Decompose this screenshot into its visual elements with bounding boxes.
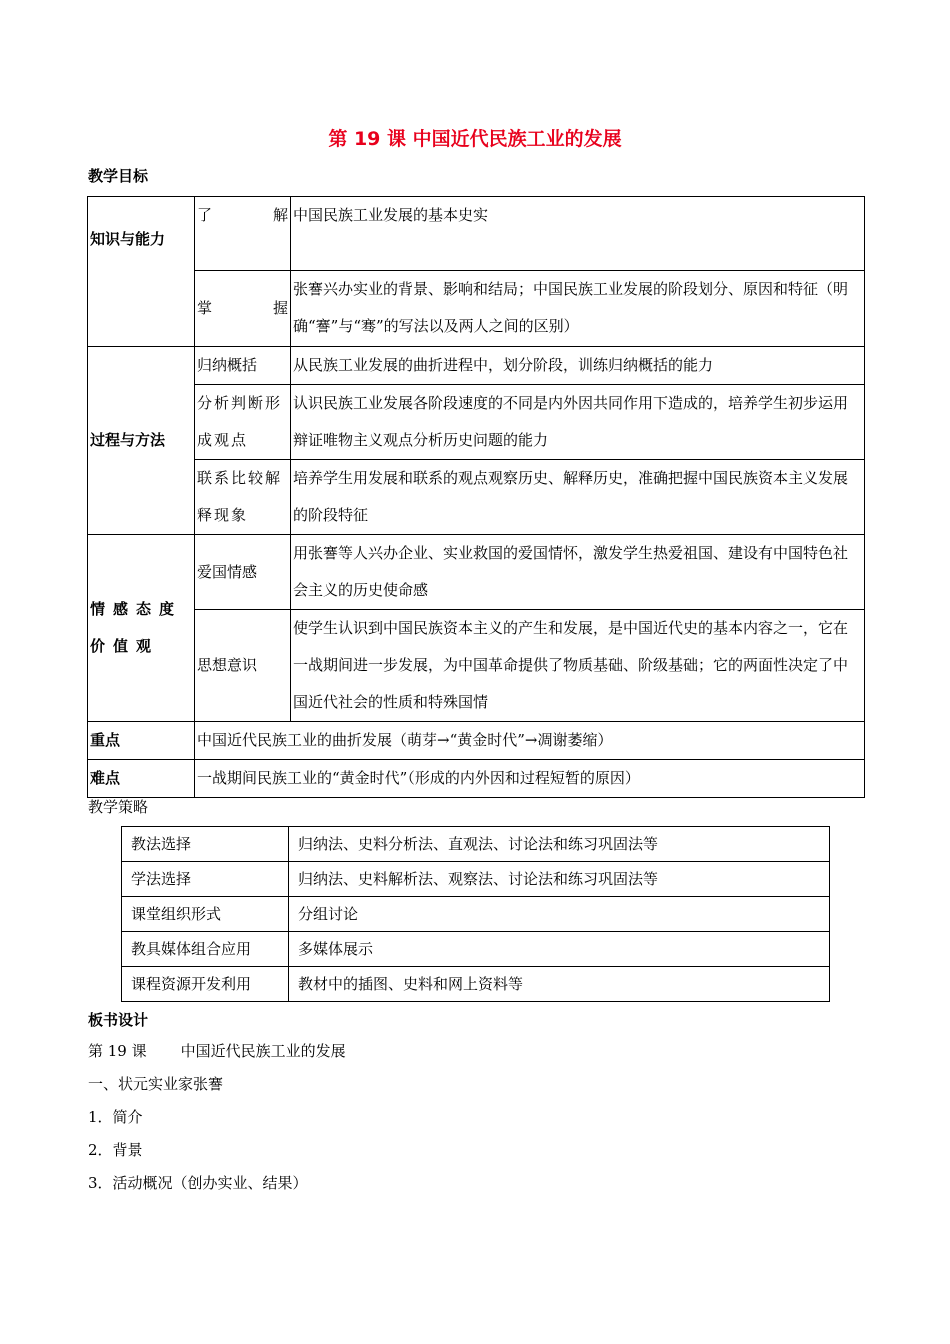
strategy-label: 课程资源开发利用: [122, 967, 289, 1002]
strategy-row: [122, 932, 830, 967]
knowledge-sub-2: 掌握: [195, 271, 291, 347]
strategy-row: [122, 862, 830, 897]
process-label: 过程与方法: [88, 347, 195, 535]
objectives-row-difficult: [88, 760, 865, 798]
board-lesson-number: 第 19 课: [88, 1042, 147, 1060]
strategy-row: [122, 827, 830, 862]
page-title: 第 19 课 中国近代民族工业的发展: [328, 128, 622, 150]
strategy-heading: 教学策略: [88, 798, 149, 816]
objectives-row-process-3: [88, 460, 865, 535]
strategy-label: 课堂组织形式: [122, 897, 289, 932]
strategy-table: [121, 826, 830, 1002]
objectives-row-process-1: [88, 347, 865, 385]
difficult-point-label: 难点: [88, 760, 195, 798]
board-lesson-line: [88, 1041, 346, 1061]
strategy-label: 教具媒体组合应用: [122, 932, 289, 967]
emotion-label: 情感态度价值观: [88, 535, 195, 722]
strategy-value: 教材中的插图、史料和网上资料等: [289, 967, 830, 1002]
board-section-1: 一、状元实业家张謇: [88, 1075, 224, 1093]
strategy-value: 多媒体展示: [289, 932, 830, 967]
knowledge-text-2: 张謇兴办实业的背景、影响和结局；中国民族工业发展的阶段划分、原因和特征（明确“謇”与“骞”的写法以及两人之间的区别）: [291, 271, 865, 347]
objectives-table: [87, 196, 865, 798]
knowledge-sub-1: 了解: [195, 197, 291, 271]
process-sub-1: 归纳概括: [195, 347, 291, 385]
objectives-row-knowledge-2: [88, 271, 865, 347]
objectives-row-process-2: [88, 385, 865, 460]
board-item-1: 1．简介: [88, 1108, 143, 1126]
strategy-value: 归纳法、史料分析法、直观法、讨论法和练习巩固法等: [289, 827, 830, 862]
emotion-text-2: 使学生认识到中国民族资本主义的产生和发展，是中国近代史的基本内容之一，它在一战期间进一步发展，为中国革命提供了物质基础、阶级基础；它的两面性决定了中国近代社会的性质和特殊国情: [291, 610, 865, 722]
key-point-label: 重点: [88, 722, 195, 760]
process-sub-2: 分析判断形成观点: [195, 385, 291, 460]
emotion-text-1: 用张謇等人兴办企业、实业救国的爱国情怀，激发学生热爱祖国、建设有中国特色社会主义的历史使命感: [291, 535, 865, 610]
emotion-sub-1: 爱国情感: [195, 535, 291, 610]
board-item-2: 2．背景: [88, 1141, 143, 1159]
board-lesson-title: 中国近代民族工业的发展: [180, 1042, 346, 1060]
process-text-1: 从民族工业发展的曲折进程中，划分阶段，训练归纳概括的能力: [291, 347, 865, 385]
objectives-heading: 教学目标: [88, 167, 149, 185]
strategy-value: 归纳法、史料解析法、观察法、讨论法和练习巩固法等: [289, 862, 830, 897]
knowledge-text-1: 中国民族工业发展的基本史实: [291, 197, 865, 271]
process-text-3: 培养学生用发展和联系的观点观察历史、解释历史，准确把握中国民族资本主义发展的阶段特征: [291, 460, 865, 535]
process-sub-3: 联系比较解释现象: [195, 460, 291, 535]
strategy-row: [122, 897, 830, 932]
strategy-label: 教法选择: [122, 827, 289, 862]
objectives-row-key: [88, 722, 865, 760]
strategy-label: 学法选择: [122, 862, 289, 897]
difficult-point-text: 一战期间民族工业的“黄金时代”（形成的内外因和过程短暂的原因）: [195, 760, 865, 798]
strategy-row: [122, 967, 830, 1002]
objectives-row-knowledge-1: [88, 197, 865, 271]
board-item-3: 3．活动概况（创办实业、结果）: [88, 1174, 308, 1192]
objectives-row-emotion-1: [88, 535, 865, 610]
process-text-2: 认识民族工业发展各阶段速度的不同是内外因共同作用下造成的，培养学生初步运用辩证唯物主义观点分析历史问题的能力: [291, 385, 865, 460]
emotion-sub-2: 思想意识: [195, 610, 291, 722]
knowledge-label: 知识与能力: [88, 197, 195, 347]
key-point-text: 中国近代民族工业的曲折发展（萌芽→“黄金时代”→凋谢萎缩）: [195, 722, 865, 760]
objectives-row-emotion-2: [88, 610, 865, 722]
strategy-value: 分组讨论: [289, 897, 830, 932]
board-heading: 板书设计: [88, 1011, 149, 1029]
